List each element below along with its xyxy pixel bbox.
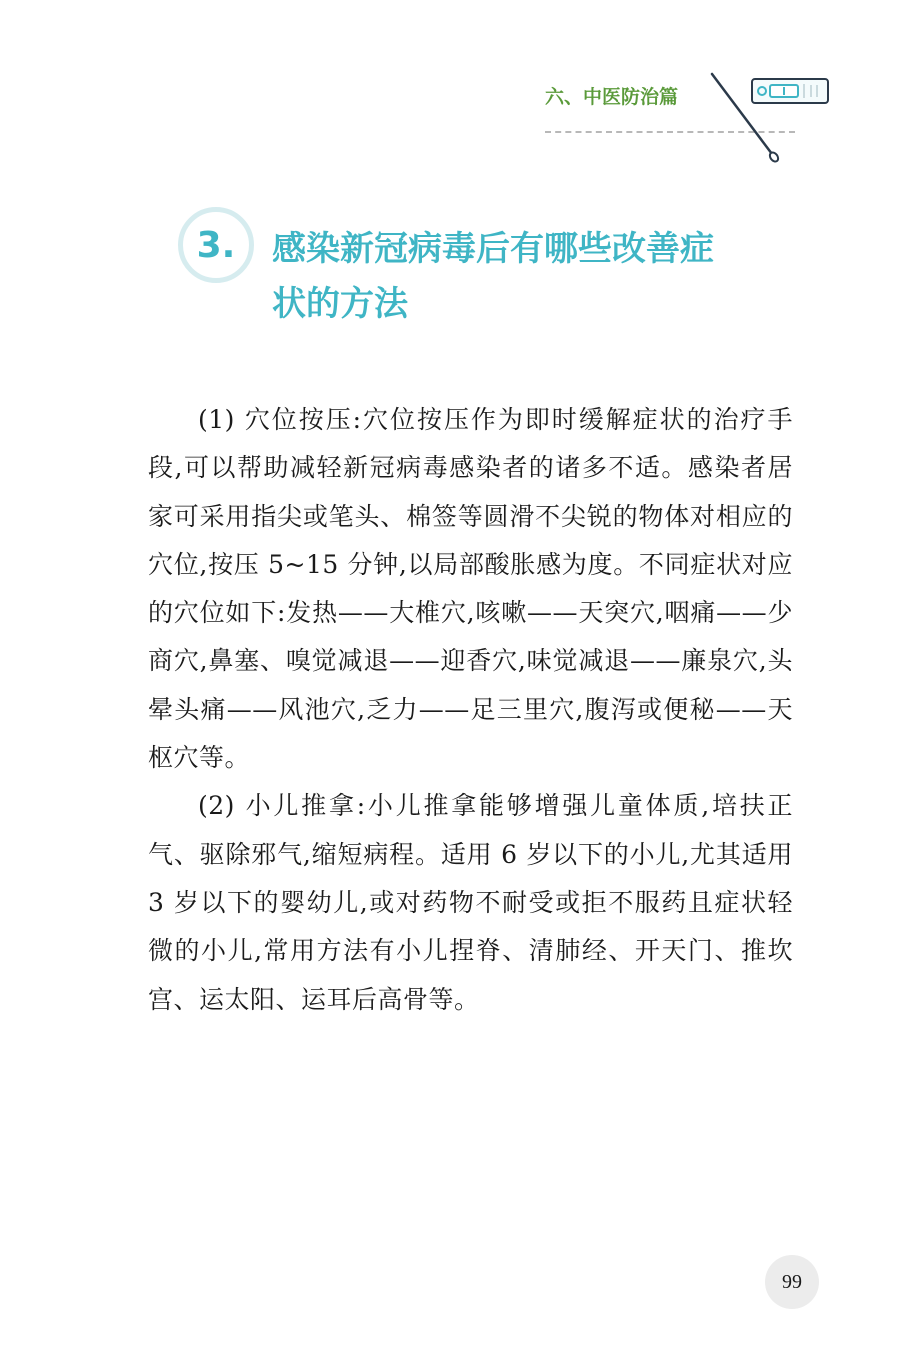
header-section-title: 六、中医防治篇: [545, 86, 679, 108]
swab-test-kit-icon: [700, 68, 835, 168]
body-text: [148, 396, 793, 1024]
question-title: 感染新冠病毒后有哪些改善症状的方法: [272, 229, 714, 324]
question-number-badge: 3.: [178, 207, 254, 283]
paragraph-acupressure: (1) 穴位按压:穴位按压作为即时缓解症状的治疗手段,可以帮助减轻新冠病毒感染者的诸多不适。感染者居家可采用指尖或笔头、棉签等圆滑不尖锐的物体对相应的穴位,按压 5~15 分钟,以局部酸胀感为度。不同症状对应的穴位如下:发热——大椎穴,咳嗽——天突穴,咽痛——少商穴,鼻塞、嗅觉减退——迎香穴,味觉减退——廉泉穴,头晕头痛——风池穴,乏力——足三里穴,腹泻或便秘——天枢穴等。: [148, 405, 793, 773]
paragraph-pediatric-massage: (2) 小儿推拿:小儿推拿能够增强儿童体质,培扶正气、驱除邪气,缩短病程。适用 6 岁以下的小儿,尤其适用 3 岁以下的婴幼儿,或对药物不耐受或拒不服药且症状轻微的小儿,常用方法有小儿捏脊、清肺经、开天门、推坎宫、运太阳、运耳后高骨等。: [148, 791, 793, 1014]
page-number: 99: [765, 1255, 819, 1309]
